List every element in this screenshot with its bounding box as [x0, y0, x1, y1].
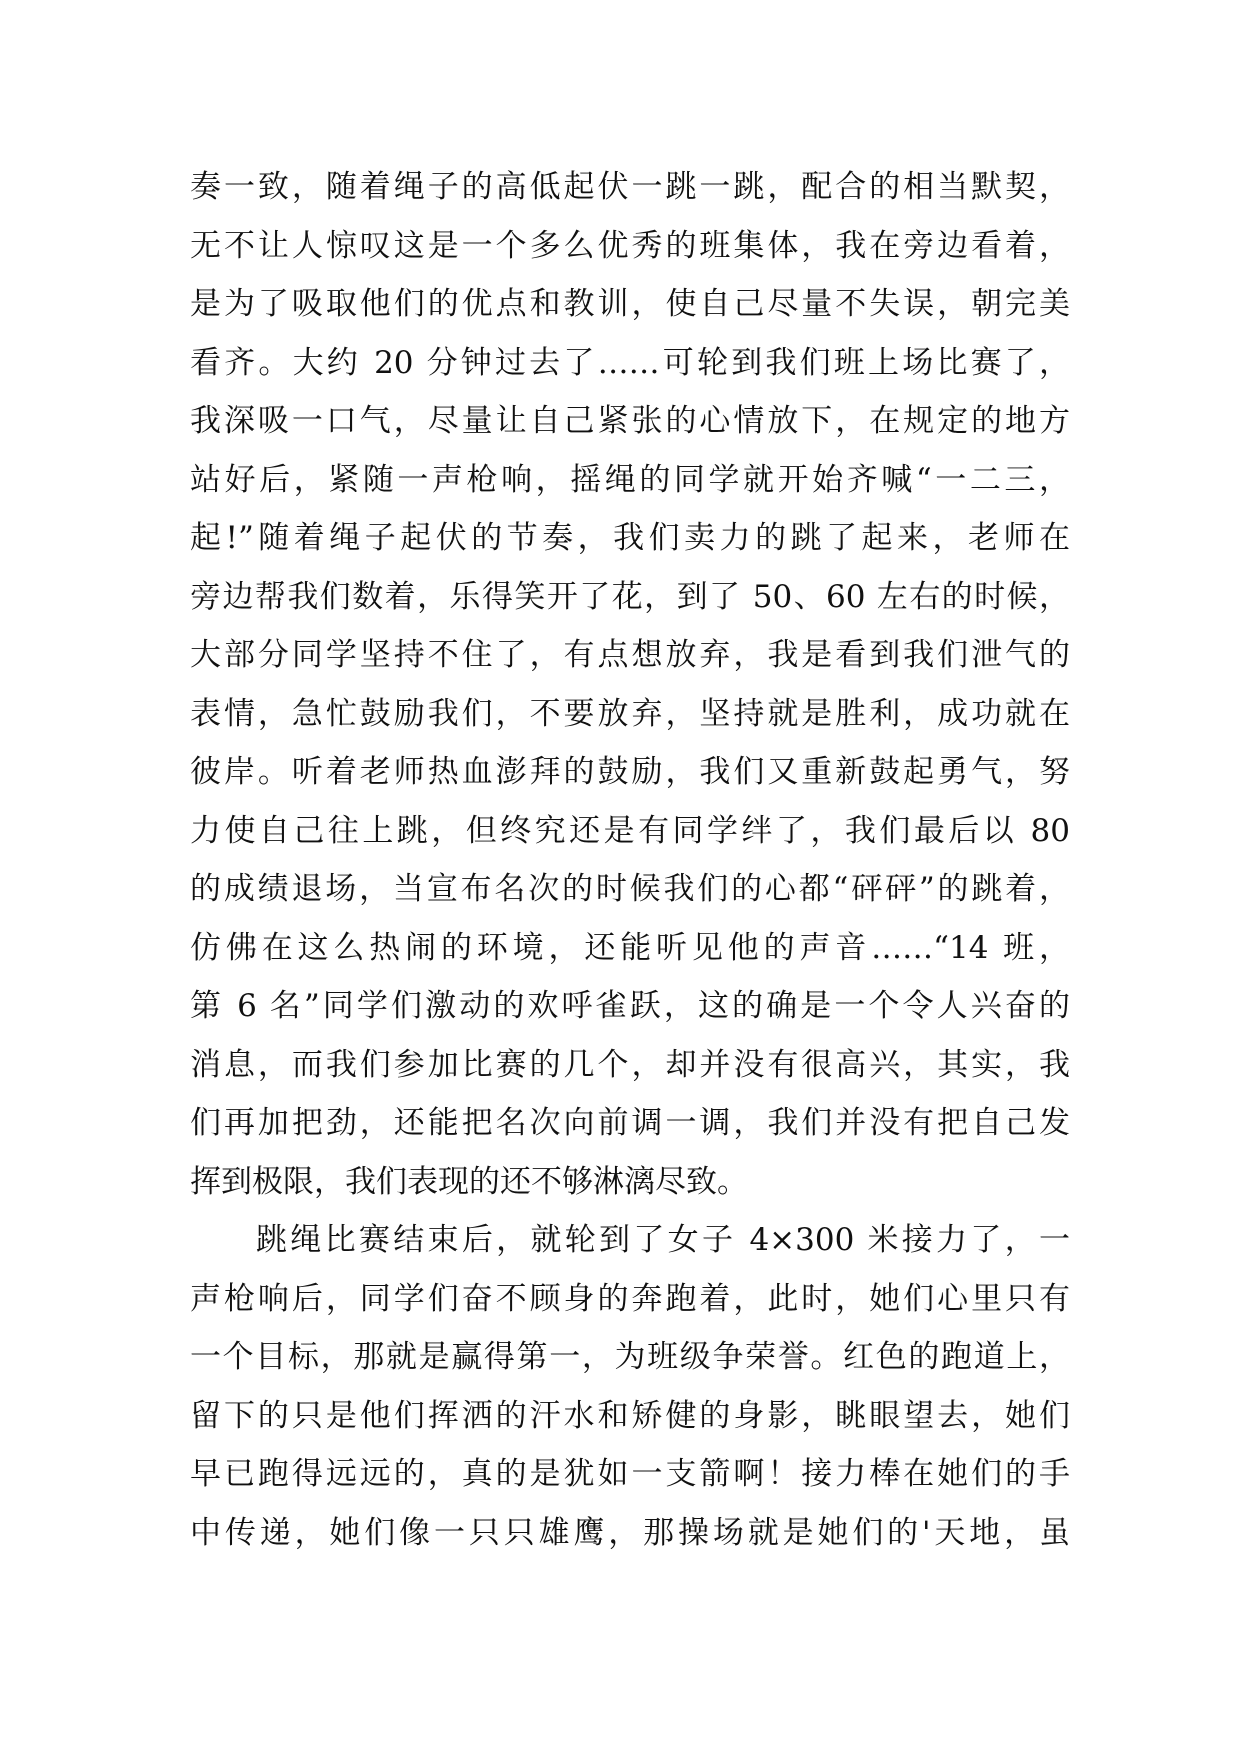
text-line: 声枪响后，同学们奋不顾身的奔跑着，此时，她们心里只有: [190, 1280, 1070, 1317]
text-line: 中传递，她们像一只只雄鹰，那操场就是她们的'天地，虽: [190, 1514, 1070, 1551]
body-text: [190, 158, 1070, 1562]
text-line: 消息，而我们参加比赛的几个，却并没有很高兴，其实，我: [190, 1046, 1070, 1083]
text-line: 我深吸一口气，尽量让自己紧张的心情放下，在规定的地方: [190, 403, 1070, 439]
text-line: 彼岸。听着老师热血澎拜的鼓励，我们又重新鼓起勇气，努: [190, 754, 1070, 790]
text-line: 第 6 名”同学们激动的欢呼雀跃，这的确是一个令人兴奋的: [190, 988, 1070, 1024]
text-line: 站好后，紧随一声枪响，摇绳的同学就开始齐喊“一二三，: [190, 461, 1070, 498]
text-line: 看齐。大约 20 分钟过去了……可轮到我们班上场比赛了，: [190, 344, 1070, 381]
text-line: 无不让人惊叹这是一个多么优秀的班集体，我在旁边看着，: [190, 227, 1070, 264]
text-line: 们再加把劲，还能把名次向前调一调，我们并没有把自己发: [190, 1105, 1070, 1141]
text-line: 仿佛在这么热闹的环境，还能听见他的声音……“14 班，: [190, 929, 1070, 966]
text-line: 力使自己往上跳，但终究还是有同学绊了，我们最后以 80: [190, 812, 1070, 849]
text-line: 起!”随着绳子起伏的节奏，我们卖力的跳了起来，老师在: [190, 520, 1070, 556]
text-line: 一个目标，那就是赢得第一，为班级争荣誉。红色的跑道上，: [190, 1339, 1070, 1375]
text-line: 留下的只是他们挥洒的汗水和矫健的身影，眺眼望去，她们: [190, 1397, 1070, 1434]
text-line: 挥到极限，我们表现的还不够淋漓尽致。: [190, 1163, 748, 1200]
text-line: 表情，急忙鼓励我们，不要放弃，坚持就是胜利，成功就在: [190, 695, 1070, 732]
text-line: 大部分同学坚持不住了，有点想放弃，我是看到我们泄气的: [190, 637, 1070, 673]
text-line: 早已跑得远远的，真的是犹如一支箭啊！接力棒在她们的手: [190, 1456, 1070, 1492]
text-line: 是为了吸取他们的优点和教训，使自己尽量不失误，朝完美: [190, 286, 1070, 322]
text-line: 旁边帮我们数着，乐得笑开了花，到了 50、60 左右的时候，: [190, 578, 1070, 615]
text-line: 奏一致，随着绳子的高低起伏一跳一跳，配合的相当默契，: [190, 169, 1070, 205]
text-line: 跳绳比赛结束后，就轮到了女子 4×300 米接力了，一: [256, 1222, 1070, 1258]
text-line: 的成绩退场，当宣布名次的时候我们的心都“砰砰”的跳着，: [190, 871, 1070, 907]
